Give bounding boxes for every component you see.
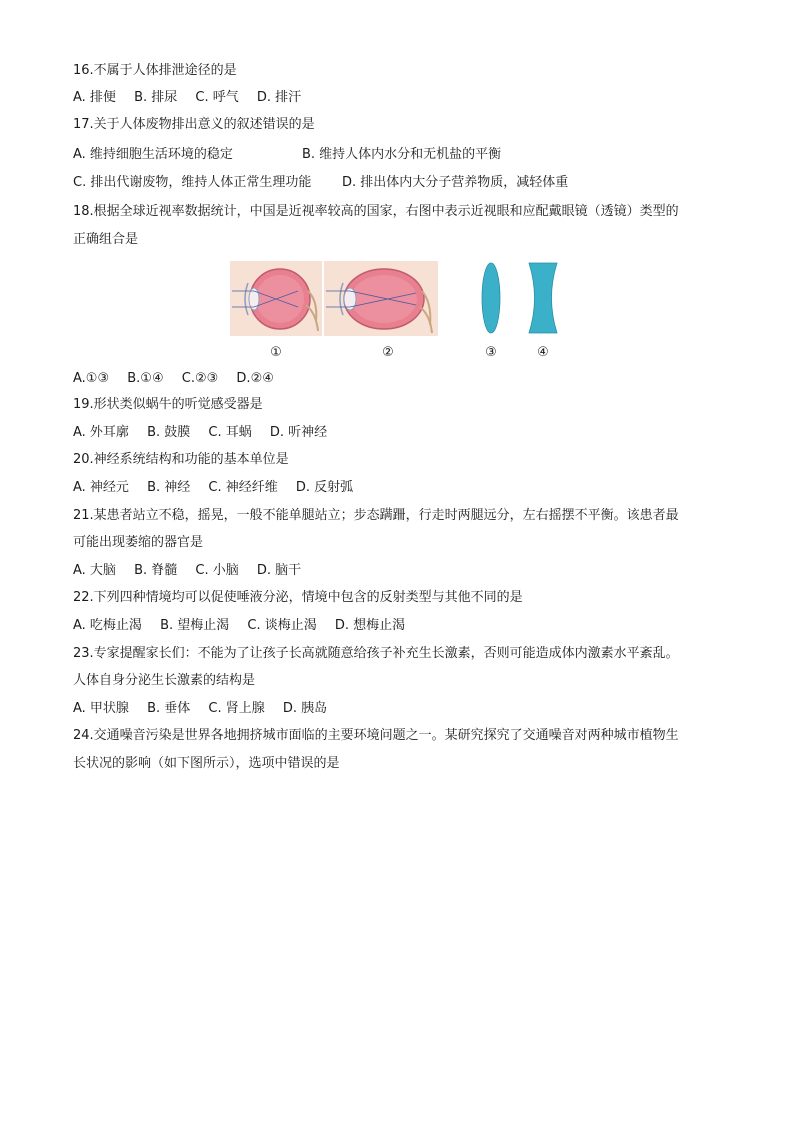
q23-option-a: A. 甲状腺 bbox=[73, 701, 129, 716]
q19-options bbox=[73, 424, 327, 442]
q22-stem: 22.下列四种情境均可以促使唾液分泌，情境中包含的反射类型与其他不同的是 bbox=[73, 590, 523, 605]
q21-options bbox=[73, 562, 301, 580]
q23-option-d: D. 胰岛 bbox=[282, 701, 328, 716]
figure-label-3: ③ bbox=[485, 345, 497, 360]
figure-label-2: ② bbox=[382, 345, 394, 360]
q23-stem-line2: 人体自身分泌生长激素的结构是 bbox=[73, 673, 256, 688]
q20-option-d: D. 反射弧 bbox=[295, 480, 354, 495]
concave-lens-figure bbox=[527, 262, 559, 338]
q22-option-b: B. 望梅止渴 bbox=[160, 618, 230, 633]
q22-option-d: D. 想梅止渴 bbox=[334, 618, 406, 633]
q22-option-a: A. 吃梅止渴 bbox=[73, 618, 142, 633]
q16-options bbox=[73, 89, 301, 107]
q17-option-c: C. 排出代谢废物，维持人体正常生理功能 bbox=[73, 175, 312, 190]
q16-stem: 16.不属于人体排泄途径的是 bbox=[73, 63, 237, 78]
q19-option-c: C. 耳蜗 bbox=[208, 425, 252, 440]
q19-stem: 19.形状类似蜗牛的听觉感受器是 bbox=[73, 397, 263, 412]
q17-stem: 17.关于人体废物排出意义的叙述错误的是 bbox=[73, 117, 315, 132]
figure-label-4: ④ bbox=[537, 345, 549, 360]
q19-option-b: B. 鼓膜 bbox=[147, 425, 191, 440]
q20-options bbox=[73, 479, 353, 497]
q18-option-a: A.①③ bbox=[73, 371, 110, 386]
q23-option-c: C. 肾上腺 bbox=[208, 701, 265, 716]
q16-option-c: C. 呼气 bbox=[195, 90, 239, 105]
q17-option-d: D. 排出体内大分子营养物质，减轻体重 bbox=[342, 175, 569, 190]
q23-stem-line1: 23.专家提醒家长们：不能为了让孩子长高就随意给孩子补充生长激素，否则可能造成体内激素水平紊乱。 bbox=[73, 646, 679, 661]
convex-lens-figure bbox=[478, 262, 504, 338]
q18-option-c: C.②③ bbox=[181, 371, 219, 386]
q18-stem-line1: 18.根据全球近视率数据统计，中国是近视率较高的国家，右图中表示近视眼和应配戴眼镜（透镜）类型的 bbox=[73, 204, 679, 219]
figure-label-1: ① bbox=[270, 345, 282, 360]
q16-option-d: D. 排汗 bbox=[256, 90, 302, 105]
q20-stem: 20.神经系统结构和功能的基本单位是 bbox=[73, 452, 289, 467]
q18-stem-line2: 正确组合是 bbox=[73, 232, 139, 247]
eye-diagram-1 bbox=[230, 261, 322, 336]
q21-stem-line2: 可能出现萎缩的器官是 bbox=[73, 535, 204, 550]
q22-options bbox=[73, 617, 405, 635]
q20-option-b: B. 神经 bbox=[147, 480, 191, 495]
q18-options bbox=[73, 370, 274, 388]
q20-option-c: C. 神经纤维 bbox=[208, 480, 278, 495]
q23-options bbox=[73, 700, 327, 718]
q21-stem-line1: 21.某患者站立不稳，摇晃，一般不能单腿站立；步态蹒跚，行走时两腿远分，左右摇摆不平衡。该患者最 bbox=[73, 508, 679, 523]
q19-option-a: A. 外耳廓 bbox=[73, 425, 129, 440]
q17-option-b: B. 维持人体内水分和无机盐的平衡 bbox=[302, 147, 502, 162]
q21-option-a: A. 大脑 bbox=[73, 563, 116, 578]
eye-diagram-2 bbox=[324, 261, 438, 336]
q18-option-b: B.①④ bbox=[127, 371, 164, 386]
q22-option-c: C. 谈梅止渴 bbox=[247, 618, 317, 633]
q16-option-b: B. 排尿 bbox=[134, 90, 178, 105]
q24-stem-line1: 24.交通噪音污染是世界各地拥挤城市面临的主要环境问题之一。某研究探究了交通噪音对两种城市植物生 bbox=[73, 728, 679, 743]
q20-option-a: A. 神经元 bbox=[73, 480, 129, 495]
q24-stem-line2: 长状况的影响（如下图所示），选项中错误的是 bbox=[73, 756, 340, 771]
q21-option-b: B. 脊髓 bbox=[134, 563, 178, 578]
q16-option-a: A. 排便 bbox=[73, 90, 116, 105]
q21-option-d: D. 脑干 bbox=[256, 563, 302, 578]
q21-option-c: C. 小脑 bbox=[195, 563, 239, 578]
q17-option-a: A. 维持细胞生活环境的稳定 bbox=[73, 147, 233, 162]
q23-option-b: B. 垂体 bbox=[147, 701, 191, 716]
q18-option-d: D.②④ bbox=[236, 371, 274, 386]
q19-option-d: D. 听神经 bbox=[269, 425, 328, 440]
